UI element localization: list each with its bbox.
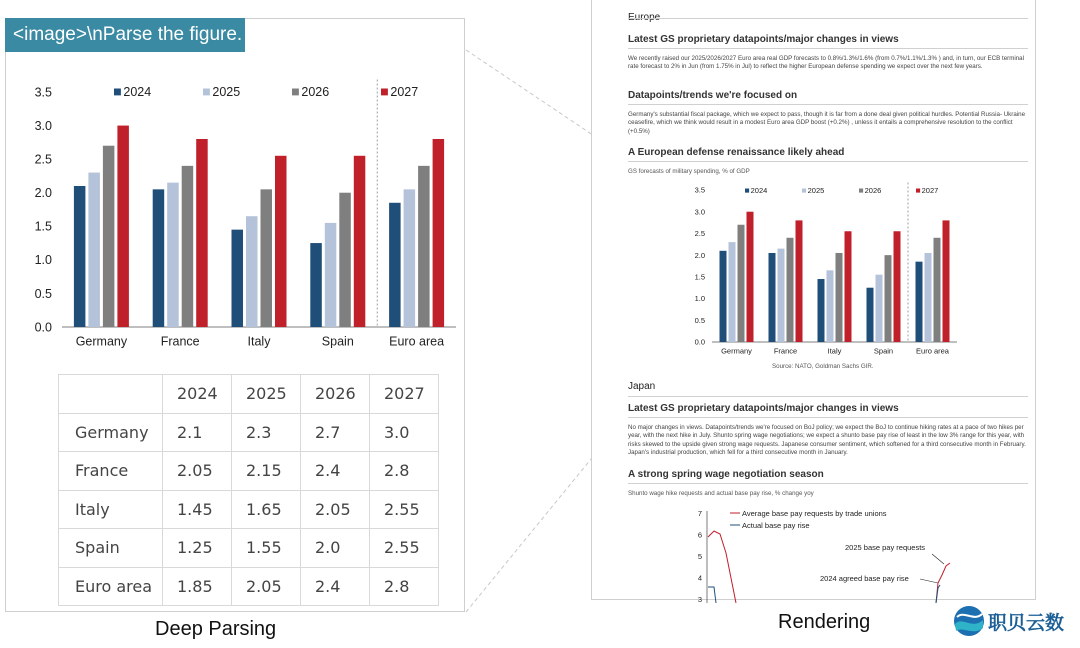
bar-2024-italy [818, 279, 825, 342]
bar-2025-france [167, 183, 179, 327]
table-header-row [59, 375, 439, 414]
x-category-label: Germany [75, 334, 128, 349]
bar-2024-euro-area [389, 203, 401, 327]
source-note: Source: NATO, Goldman Sachs GIR. [772, 363, 874, 370]
section-japan: Japan [628, 381, 656, 392]
legend-label: 2025 [807, 186, 825, 195]
bar-2024-france [769, 253, 776, 342]
wage-y-tick-label: 6 [697, 530, 702, 540]
annotation-2025-requests: 2025 base pay requests [845, 543, 926, 552]
bar-2024-france [153, 189, 165, 327]
bar-2027-italy [845, 231, 852, 342]
y-tick-label: 2.0 [694, 250, 705, 260]
bar-2026-spain [885, 255, 892, 342]
bar-2025-euro-area [925, 253, 932, 342]
mini-bar-chart [672, 180, 972, 356]
bar-2027-france [796, 220, 803, 342]
x-category-label: France [773, 346, 798, 356]
table-row [59, 452, 439, 491]
bar-2025-spain [876, 275, 883, 342]
table-header-cell: 2025 [232, 375, 301, 414]
y-tick-label: 1.0 [694, 294, 705, 304]
annotation-2024-agreed: 2024 agreed base pay rise [820, 574, 909, 583]
divider [628, 396, 1028, 397]
heading-trends: Datapoints/trends we're focused on [628, 90, 1028, 105]
bar-2024-italy [232, 230, 244, 327]
bar-2025-spain [325, 223, 337, 327]
legend-swatch-2025 [203, 89, 210, 96]
label-deep-parsing: Deep Parsing [155, 618, 277, 640]
legend-swatch-2026 [292, 89, 299, 96]
bar-2026-germany [738, 225, 745, 342]
y-tick-label: 0.5 [694, 315, 705, 325]
y-tick-label: 1.5 [694, 272, 705, 282]
bar-2026-euro-area [934, 238, 941, 342]
caption-shunto: Shunto wage hike requests and actual base pay rise, % change yoy [628, 490, 814, 497]
table-cell: 2.7 [301, 413, 370, 452]
paragraph-gdp-forecasts: We recently raised our 2025/2026/2027 Euro area real GDP forecasts to 0.8%/1.3%/1.6% (from 0.7%/1.1%/1.3% ) and, in turn, our ECB terminal rate forecast to 2% in Jun (from 1.75% in Jul) to reflect the higher European defense spending we expect over the next few years. [628, 55, 1024, 71]
table-cell: 1.25 [163, 529, 232, 568]
bar-2027-germany [747, 212, 754, 342]
table-header-cell: 2024 [163, 375, 232, 414]
table-row-header: Euro area [59, 567, 163, 606]
main-bar-chart [6, 59, 466, 359]
bar-2027-spain [894, 231, 901, 342]
table-cell: 3.0 [370, 413, 439, 452]
heading-japan-datapoints: Latest GS proprietary datapoints/major changes in views [628, 403, 1028, 418]
legend-label: 2024 [123, 85, 152, 99]
table-cell: 2.3 [232, 413, 301, 452]
y-tick-label: 0.5 [34, 286, 52, 301]
bar-2024-spain [310, 243, 322, 327]
bar-2026-france [182, 166, 194, 327]
table-cell: 2.4 [301, 452, 370, 491]
table-cell: 2.05 [301, 490, 370, 529]
bar-2025-euro-area [404, 189, 416, 327]
y-tick-label: 0.0 [694, 337, 705, 347]
x-category-label: Spain [321, 334, 354, 349]
legend-swatch-2024 [114, 89, 121, 96]
y-tick-label: 2.0 [34, 186, 52, 201]
wage-y-tick-label: 7 [697, 509, 702, 518]
parsed-data-table [58, 374, 439, 606]
bar-2024-spain [867, 288, 874, 342]
bar-2024-germany [720, 251, 727, 342]
series-line-actual [708, 587, 716, 603]
label-rendering: Rendering [778, 611, 871, 633]
rendering-panel [591, 0, 1036, 604]
table-cell: 1.85 [163, 567, 232, 606]
legend-label-requests: Average base pay requests by trade unions [742, 509, 887, 518]
brand-name: 职贝云数 [988, 612, 1065, 634]
y-tick-label: 3.0 [694, 207, 705, 217]
bar-2027-germany [117, 126, 128, 327]
y-tick-label: 0.0 [34, 320, 52, 335]
divider [628, 18, 1028, 19]
x-category-label: Euro area [389, 334, 445, 349]
legend-swatch-2027 [381, 89, 388, 96]
table-cell: 1.55 [232, 529, 301, 568]
table-cell: 2.4 [301, 567, 370, 606]
bar-2025-germany [88, 173, 100, 327]
bar-2026-italy [836, 253, 843, 342]
bar-2025-france [778, 249, 785, 342]
series-line-requests-recent [936, 563, 950, 603]
x-category-label: Spain [873, 346, 894, 356]
brand-logo [952, 604, 1080, 640]
table-body [59, 413, 439, 606]
bar-2024-euro-area [916, 262, 923, 342]
wage-y-tick-label: 4 [697, 573, 702, 583]
table-cell: 2.05 [163, 452, 232, 491]
heading-defense: A European defense renaissance likely ahead [628, 147, 1028, 162]
annotation-leader [920, 579, 938, 583]
heading-wage-season: A strong spring wage negotiation season [628, 469, 1028, 484]
x-category-label: France [160, 334, 200, 349]
legend-label: 2024 [750, 186, 768, 195]
wage-y-tick-label: 3 [697, 595, 702, 604]
bar-2027-france [196, 139, 208, 327]
caption-military-spending: GS forecasts of military spending, % of GDP [628, 168, 750, 175]
y-tick-label: 1.5 [34, 219, 52, 234]
table-cell: 2.1 [163, 413, 232, 452]
table-row [59, 567, 439, 606]
table-cell: 1.65 [232, 490, 301, 529]
bar-2025-italy [827, 270, 834, 342]
legend-label: 2026 [864, 186, 882, 195]
bar-2026-italy [261, 189, 273, 327]
bar-2027-spain [354, 156, 366, 327]
legend-swatch-2025 [802, 189, 806, 193]
bar-2027-italy [275, 156, 287, 327]
table-row-header: Spain [59, 529, 163, 568]
legend-swatch-2024 [745, 189, 749, 193]
x-category-label: Euro area [916, 346, 949, 356]
wage-y-tick-label: 5 [697, 552, 702, 561]
bar-2026-euro-area [418, 166, 430, 327]
table-cell: 2.05 [232, 567, 301, 606]
x-category-label: Italy [827, 346, 842, 356]
wage-line-chart [680, 503, 980, 603]
table-row [59, 490, 439, 529]
table-cell: 1.45 [163, 490, 232, 529]
legend-label-actual: Actual base pay rise [742, 521, 810, 530]
table-cell: 2.15 [232, 452, 301, 491]
annotation-leader [932, 554, 944, 564]
table-row-header: Germany [59, 413, 163, 452]
table-row-header: France [59, 452, 163, 491]
table-header-cell: 2026 [301, 375, 370, 414]
table-row-header: Italy [59, 490, 163, 529]
table-corner-cell [59, 375, 163, 414]
table-cell: 2.8 [370, 567, 439, 606]
legend-label: 2025 [212, 85, 241, 99]
bar-2026-spain [339, 193, 351, 327]
bar-2026-germany [103, 146, 115, 327]
legend-label: 2027 [921, 186, 939, 195]
bar-2025-italy [246, 216, 258, 327]
y-tick-label: 2.5 [694, 229, 705, 239]
series-line-requests [708, 531, 736, 603]
paragraph-boj: No major changes in views. Datapoints/trends we're focused on BoJ policy; we expect the BoJ to continue hiking rates at a pace of two hikes per year, with the next hike in July. Shunto spring wage negotiations; we expect a shunto base pay rise of least in the low 3% range for this year, with risks skewed to the upside given strong wage requests. Japanese consumer sentiment, which softened for a third consecutive month in February. Japan's industrial production, which fell for a third consecutive month in January. [628, 424, 1026, 457]
y-tick-label: 1.0 [34, 253, 52, 268]
table-cell: 2.55 [370, 529, 439, 568]
heading-gs-datapoints: Latest GS proprietary datapoints/major changes in views [628, 34, 1028, 49]
legend-swatch-2027 [916, 189, 920, 193]
y-tick-label: 3.0 [34, 118, 52, 133]
table-cell: 2.55 [370, 490, 439, 529]
x-category-label: Italy [247, 334, 271, 349]
prompt-banner: <image>\nParse the figure. [5, 18, 245, 52]
legend-swatch-2026 [859, 189, 863, 193]
bar-2027-euro-area [433, 139, 445, 327]
y-tick-label: 3.5 [694, 185, 705, 195]
y-tick-label: 2.5 [34, 152, 52, 167]
bar-2025-germany [729, 242, 736, 342]
bar-2027-euro-area [943, 220, 950, 342]
section-europe: Europe [628, 12, 661, 23]
bar-2026-france [787, 238, 794, 342]
table-cell: 2.8 [370, 452, 439, 491]
table-row [59, 413, 439, 452]
legend-label: 2027 [390, 85, 419, 99]
table-row [59, 529, 439, 568]
x-category-label: Germany [721, 346, 752, 356]
deep-parsing-panel [5, 18, 465, 612]
table-header-cell: 2027 [370, 375, 439, 414]
y-tick-label: 3.5 [34, 85, 52, 100]
table-cell: 2.0 [301, 529, 370, 568]
paragraph-fiscal-package: Germany's substantial fiscal package, which we expect to pass, though it is far from a done deal given political hurdles. Potential Russia- Ukraine ceasefire, which we think would result in a modest Euro area GDP boost (+0.2%) , unless it entails a comprehensive resolution to the conflict (+0.5%) [628, 111, 1026, 135]
legend-label: 2026 [301, 85, 330, 99]
wave-logo-icon [952, 604, 986, 638]
bar-2024-germany [74, 186, 86, 327]
